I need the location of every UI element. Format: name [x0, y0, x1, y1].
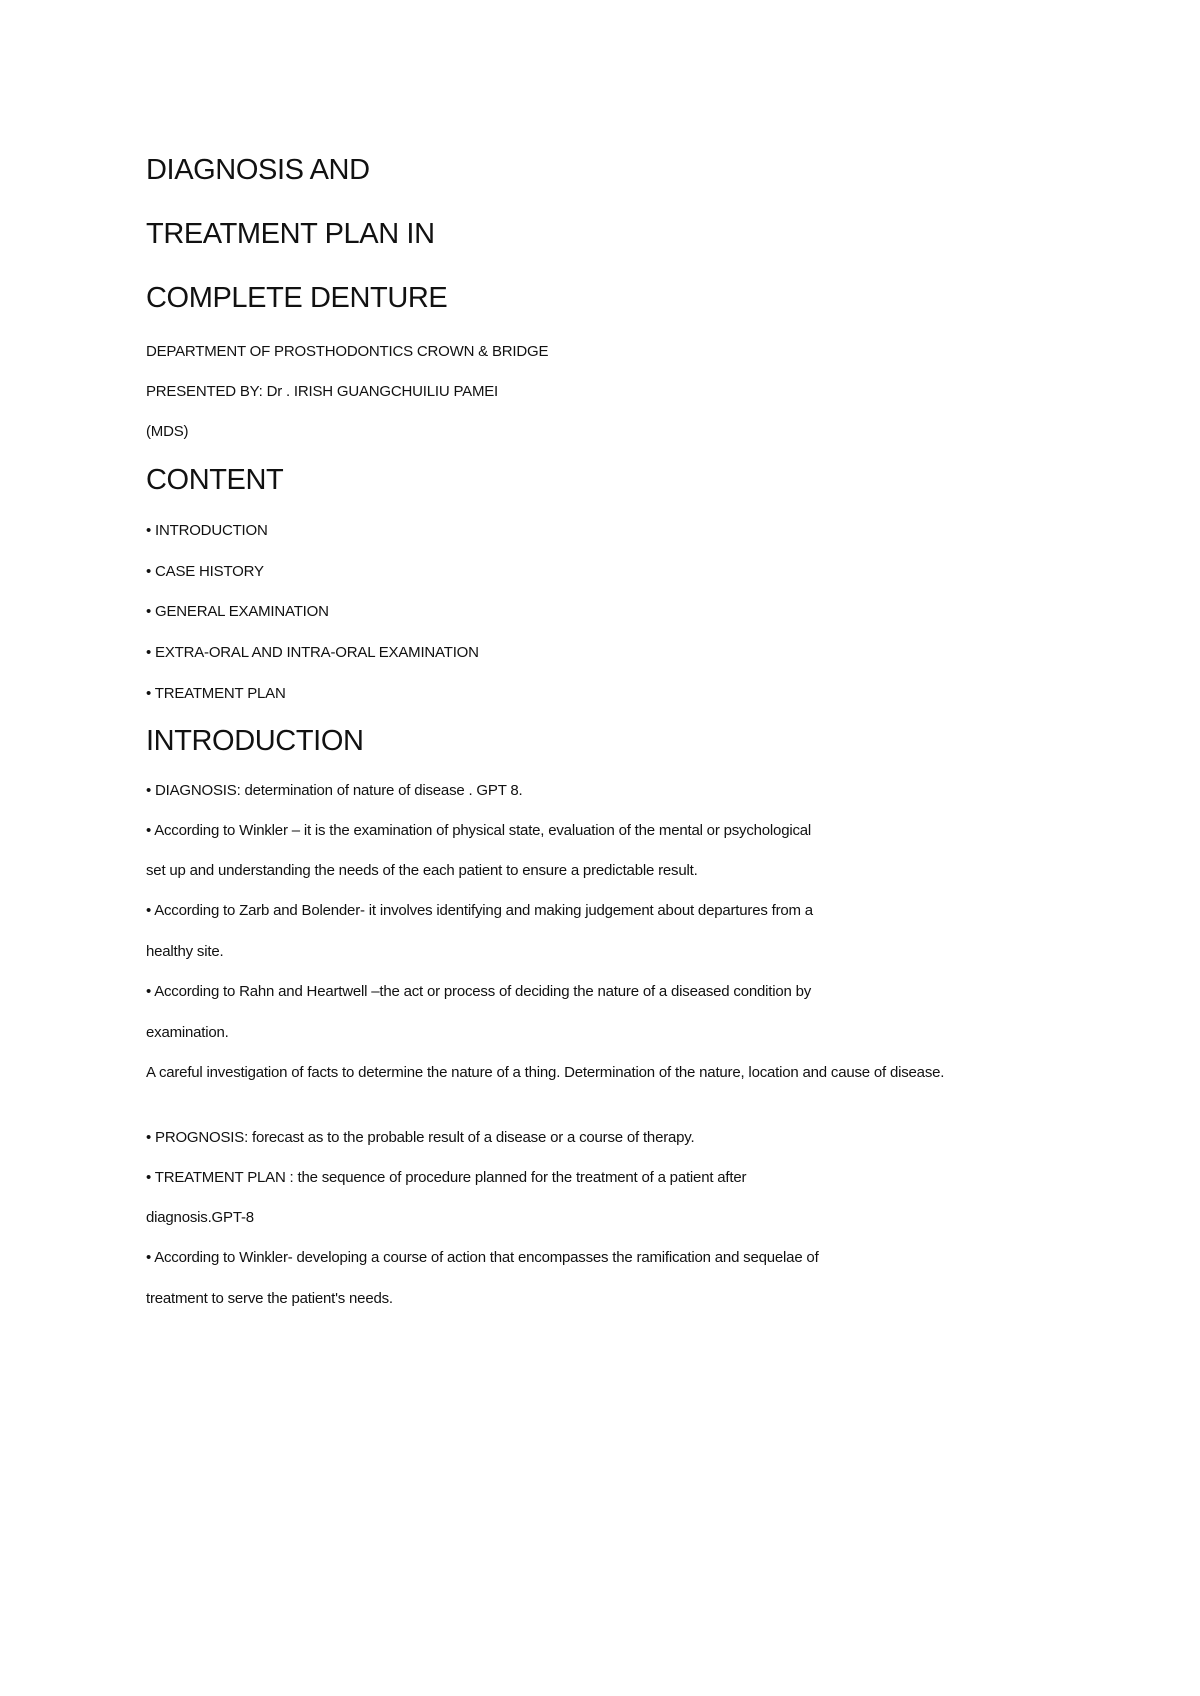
department-text: DEPARTMENT OF PROSTHODONTICS CROWN & BRIDGE	[146, 343, 549, 360]
content-item: • INTRODUCTION	[146, 522, 268, 539]
title-line-1: DIAGNOSIS AND	[146, 154, 370, 186]
intro-line: examination.	[146, 1024, 229, 1041]
intro-line: set up and understanding the needs of the each patient to ensure a predictable result.	[146, 862, 698, 879]
intro-line: • DIAGNOSIS: determination of nature of disease . GPT 8.	[146, 782, 523, 799]
presenter-text: PRESENTED BY: Dr . IRISH GUANGCHUILIU PAMEI	[146, 383, 499, 400]
introduction-heading: INTRODUCTION	[146, 725, 364, 757]
intro-line: • TREATMENT PLAN : the sequence of procedure planned for the treatment of a patient after	[146, 1169, 747, 1186]
intro-line: • PROGNOSIS: forecast as to the probable result of a disease or a course of therapy.	[146, 1129, 695, 1146]
title-line-2: TREATMENT PLAN IN	[146, 218, 435, 250]
intro-line: diagnosis.GPT-8	[146, 1209, 254, 1226]
content-item: • EXTRA-ORAL AND INTRA-ORAL EXAMINATION	[146, 644, 479, 661]
content-item: • CASE HISTORY	[146, 563, 264, 580]
degree-text: (MDS)	[146, 423, 189, 440]
content-heading: CONTENT	[146, 464, 284, 496]
intro-line: • According to Winkler- developing a course of action that encompasses the ramification and sequelae of	[146, 1249, 819, 1266]
intro-line: • According to Winkler – it is the examination of physical state, evaluation of the mental or psychological	[146, 822, 812, 839]
content-item: • GENERAL EXAMINATION	[146, 603, 329, 620]
intro-line: • According to Zarb and Bolender- it involves identifying and making judgement about departures from a	[146, 902, 813, 919]
intro-line: • According to Rahn and Heartwell –the act or process of deciding the nature of a diseased condition by	[146, 983, 812, 1000]
intro-paragraph: A careful investigation of facts to determine the nature of a thing. Determination of the nature, location and cause of disease.	[146, 1064, 945, 1081]
intro-line: healthy site.	[146, 943, 224, 960]
content-item: • TREATMENT PLAN	[146, 685, 286, 702]
title-line-3: COMPLETE DENTURE	[146, 282, 448, 314]
intro-line: treatment to serve the patient's needs.	[146, 1290, 393, 1307]
